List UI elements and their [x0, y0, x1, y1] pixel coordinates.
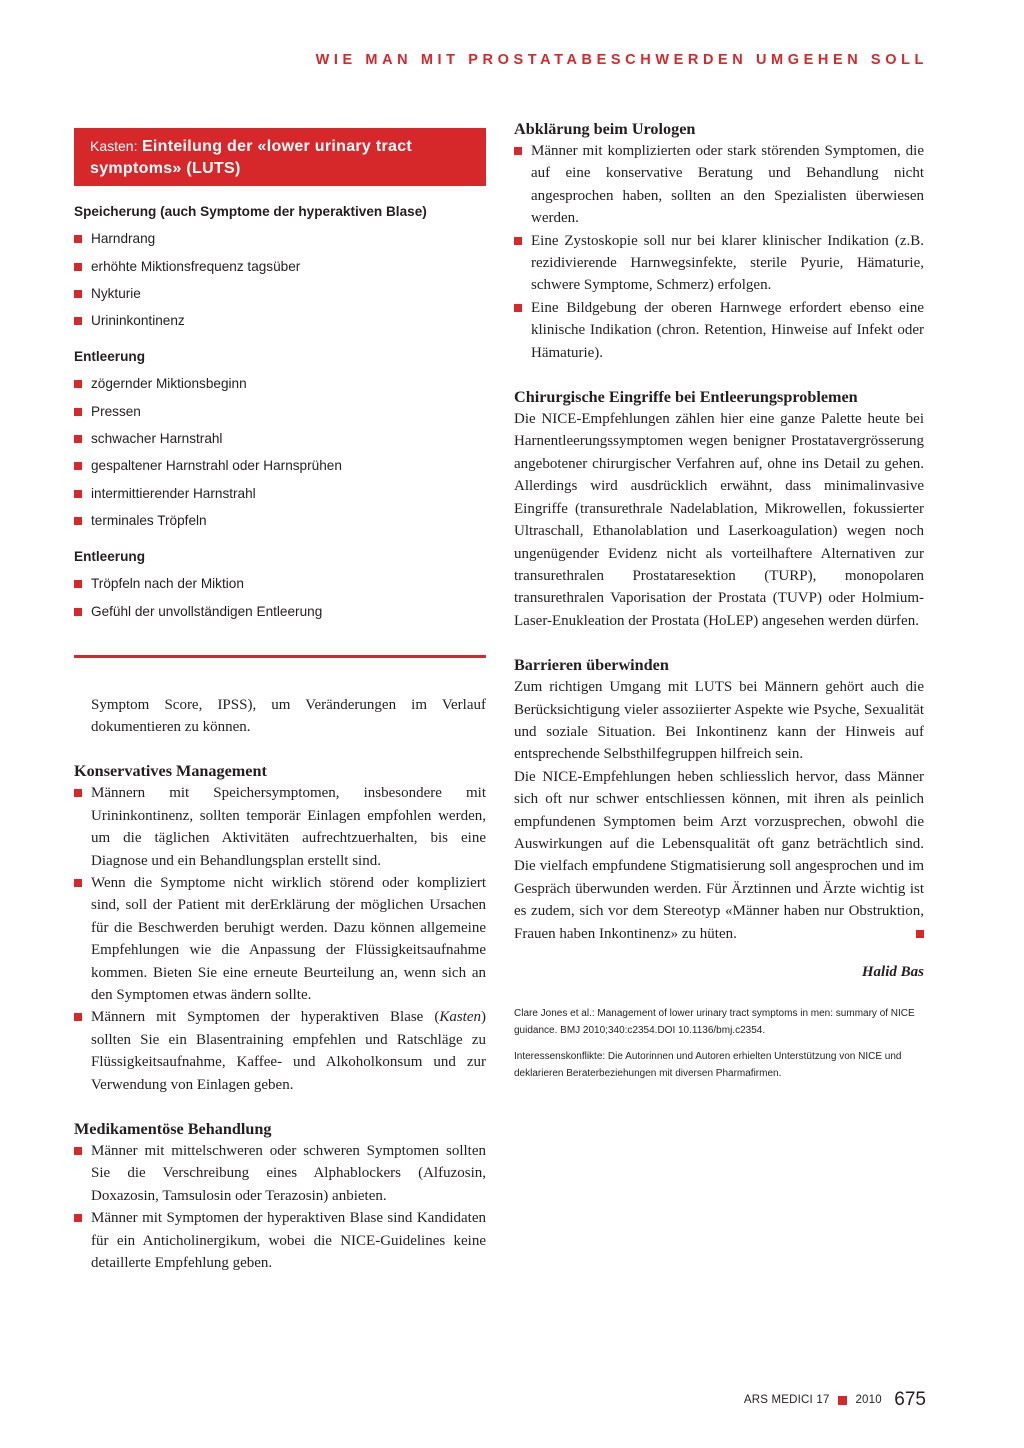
list-item: Wenn die Symptome nicht wirklich störend oder kompliziert sind, soll der Patient mit derErklärung der möglichen Ursachen für die Beschwerden beruhigt werden. Dazu können allgemeine Empfehlungen wie die Anpassung der Flüssigkeitsaufnahme kommen. Bieten Sie eine erneute Beurteilung an, wenn sich an den Symptomen etwas ändern sollte. [74, 872, 486, 1006]
bullet-square-icon [514, 237, 522, 245]
list-item: Nykturie [74, 284, 486, 304]
reference-text: Clare Jones et al.: Management of lower urinary tract symptoms in men: summary of NICE guidance. BMJ 2010;340:c2354.DOI 10.1136/bmj.c2354. [514, 1008, 915, 1036]
running-header: WIE MAN MIT PROSTATABESCHWERDEN UMGEHEN SOLL [315, 52, 928, 68]
list-item: gespaltener Harnstrahl oder Harnsprühen [74, 456, 486, 476]
section-heading: Konservatives Management [74, 762, 267, 781]
bullet-square-icon [74, 879, 82, 887]
box-title [74, 128, 486, 186]
right-column [514, 118, 924, 1082]
paragraph: Zum richtigen Umgang mit LUTS bei Männern gehört auch die Berücksichtigung vieler assoziierter Aspekte wie Psyche, Sexualität und soziale Situation. Bei Inkontinenz kann der Hinweis auf entsprechende Selbsthilfegruppen hilfreich sein. [514, 679, 924, 763]
list-item: Gefühl der unvollständigen Entleerung [74, 602, 486, 622]
bullet-square-icon [74, 235, 82, 243]
paragraph: Die NICE-Empfehlungen heben schliesslich hervor, dass Männer sich oft nur schwer entschliessen können, mit ihren als peinlich empfundenen Symptomen beim Arzt vorzusprechen, obwohl die Auswirkungen auf die Lebensqualität oft ganz beträchtlich sind. Die vielfach empfundene Stigmatisierung soll angesprochen und im Gespräch überwunden werden. Für Ärztinnen und Ärzte wichtig ist es zudem, sich vor dem Stereotyp «Männer haben nur Obstruktion, Frauen haben Inkontinenz» zu hüten. [514, 768, 924, 942]
list-item: Eine Zystoskopie soll nur bei klarer klinischer Indikation (z.B. rezidivierende Harnwegsinfekte, sterile Pyurie, Hämaturie, schwere Symptome, Schmerz) erfolgen. [514, 230, 924, 297]
list-item: Eine Bildgebung der oberen Harnwege erfordert ebenso eine klinische Indikation (chron. Retention, Hinweise auf Infekt oder Hämaturie). [514, 297, 924, 364]
list-item: zögernder Miktionsbeginn [74, 374, 486, 394]
page-number: 675 [894, 1389, 926, 1410]
bullet-square-icon [74, 517, 82, 525]
magazine-name: ARS MEDICI 17 [743, 1394, 830, 1406]
bullet-list [514, 140, 924, 364]
bullet-square-icon [74, 462, 82, 470]
bullet-square-icon [74, 408, 82, 416]
box-section-storage [74, 202, 486, 331]
bullet-list [74, 1140, 486, 1274]
bullet-square-icon [74, 1147, 82, 1155]
bullet-square-icon [514, 147, 522, 155]
list-item: schwacher Harnstrahl [74, 429, 486, 449]
issue-year: 2010 [855, 1394, 882, 1406]
bullet-square-icon [74, 435, 82, 443]
section-urology [514, 118, 924, 364]
bullet-square-icon [74, 580, 82, 588]
references [514, 1005, 924, 1082]
bullet-square-icon [74, 380, 82, 388]
end-mark-icon [916, 930, 924, 938]
box-section-heading: Speicherung (auch Symptome der hyperaktiven Blase) [74, 204, 427, 219]
box-list [74, 229, 486, 331]
box-heading: Einteilung der «lower urinary tract symptoms» (LUTS) [90, 138, 413, 177]
bullet-list [74, 782, 486, 1096]
list-item: Tröpfeln nach der Miktion [74, 574, 486, 594]
box-prefix: Kasten: [90, 138, 138, 154]
bullet-square-icon [74, 1013, 82, 1021]
box-list [74, 574, 486, 621]
list-item: Männer mit komplizierten oder stark störenden Symptomen, die auf eine konservative Beratung und Behandlung nicht angesprochen haben, sollten an den Spezialisten überwiesen werden. [514, 140, 924, 230]
list-item: Männer mit mittelschweren oder schweren Symptomen sollten Sie die Verschreibung eines Alphablockers (Alfuzosin, Doxazosin, Tamsulosin oder Terazosin) anbieten. [74, 1140, 486, 1207]
continuation-block [74, 694, 486, 739]
section-medication [74, 1118, 486, 1274]
section-heading: Medikamentöse Behandlung [74, 1120, 272, 1139]
bullet-square-icon [514, 304, 522, 312]
section-conservative [74, 760, 486, 1096]
continuation-text: Symptom Score, IPSS), um Veränderungen im Verlauf dokumentieren zu können. [91, 696, 486, 735]
section-heading: Chirurgische Eingriffe bei Entleerungsproblemen [514, 388, 858, 407]
section-barriers [514, 654, 924, 945]
paragraph: Die NICE-Empfehlungen zählen hier eine ganze Palette heute bei Harnentleerungssymptomen wegen benigner Prostatavergrösserung angebotener chirurgischer Verfahren auf, ohne ins Detail zu gehen. Allerdings wird ausdrücklich erwähnt, dass minimalinvasive Eingriffe (transurethrale Nadelablation, Mikrowellen, fokussierter Ultraschall, Ethanolablation und Laserkoagulation) wegen noch ungenügender Evidenz nicht als vorteilhaftere Alternativen zur transurethralen Prostataresektion (TURP), monopolaren transurethralen Vaporisation der Prostata (TUVP) oder Holmium-Laser-Enukleation der Prostata (HoLEP) angesehen werden dürfen. [514, 411, 924, 629]
list-item: intermittierender Harnstrahl [74, 484, 486, 504]
box-section-heading: Entleerung [74, 548, 145, 564]
box-section-post-voiding [74, 547, 486, 622]
bullet-square-icon [74, 490, 82, 498]
italic-ref: Kasten [439, 1009, 481, 1026]
page-footer [744, 1389, 926, 1411]
box-bottom-rule [74, 655, 486, 658]
list-item: Harndrang [74, 229, 486, 249]
bullet-square-icon [74, 263, 82, 271]
bullet-square-icon [74, 317, 82, 325]
list-item: Pressen [74, 402, 486, 422]
list-item: erhöhte Miktionsfrequenz tagsüber [74, 257, 486, 277]
author-name: Halid Bas [861, 964, 924, 980]
section-heading: Barrieren überwinden [514, 656, 669, 675]
section-heading: Abklärung beim Urologen [514, 120, 696, 138]
list-item: Männer mit Symptomen der hyperaktiven Blase sind Kandidaten für ein Anticholinergikum, wobei die NICE-Guidelines keine detaillerte Empfehlung geben. [74, 1207, 486, 1274]
box-section-heading: Entleerung [74, 349, 145, 365]
section-surgery [514, 386, 924, 632]
bullet-square-icon [74, 1214, 82, 1222]
luts-box [74, 202, 486, 658]
list-item: Männern mit Speichersymptomen, insbesondere mit Urininkontinenz, sollten temporär Einlagen empfohlen werden, um die täglichen Aktivitäten aufrechtzuerhalten, bis eine Diagnose und ein Behandlungsplan erstellt sind. [74, 782, 486, 872]
list-item: terminales Tröpfeln [74, 511, 486, 531]
box-section-voiding [74, 347, 486, 531]
box-list [74, 374, 486, 530]
conflict-text: Interessenskonflikte: Die Autorinnen und Autoren erhielten Unterstützung von NICE und deklarieren Beraterbeziehungen mit diversen Pharmafirmen. [514, 1051, 902, 1079]
bullet-square-icon [74, 789, 82, 797]
bullet-square-icon [74, 608, 82, 616]
bullet-square-icon [74, 290, 82, 298]
list-item: Männern mit Symptomen der hyperaktiven Blase (Kasten) sollten Sie ein Blasentraining empfehlen und Ratschläge zu Flüssigkeitsaufnahme, Kaffee- und Alkoholkonsum und zur Verwendung von Einlagen geben. [74, 1006, 486, 1096]
separator-square-icon [838, 1396, 847, 1405]
list-item: Urininkontinenz [74, 311, 486, 331]
left-column [74, 0, 486, 1275]
